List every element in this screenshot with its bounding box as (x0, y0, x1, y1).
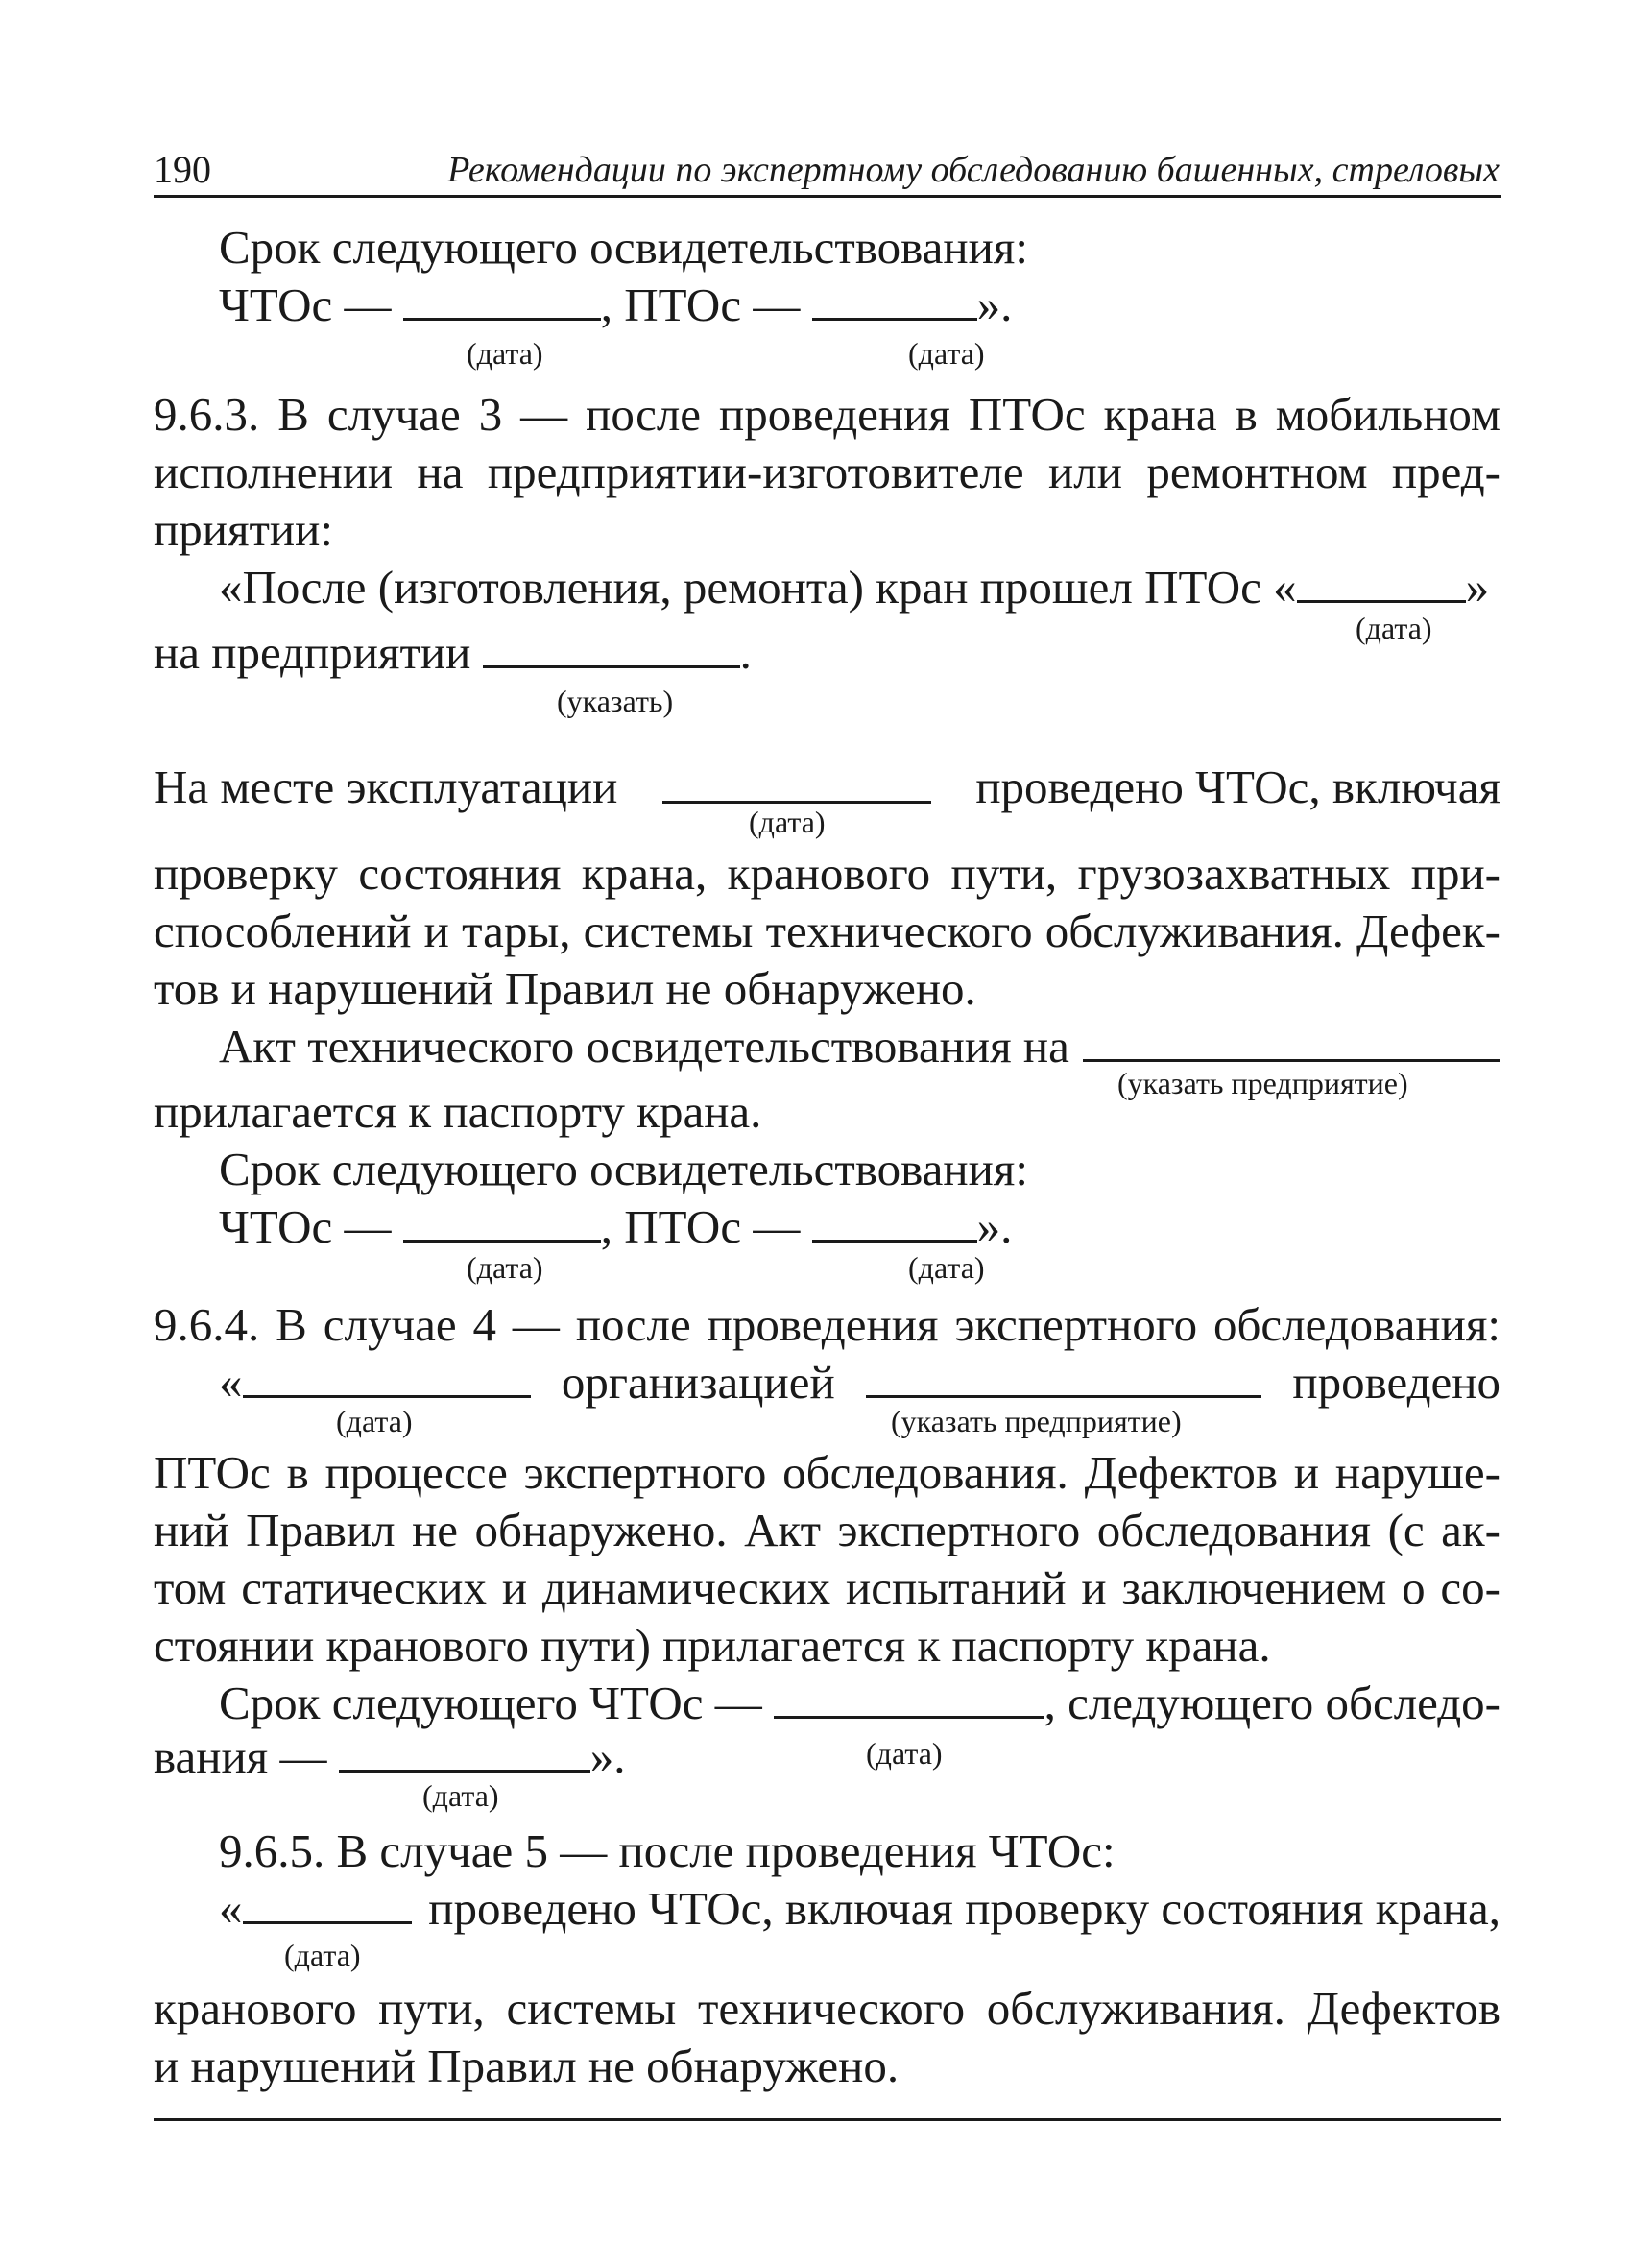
caption-specify: (указать) (557, 684, 674, 718)
caption-specify-enterprise: (указать предприятие) (1117, 1066, 1408, 1100)
next-exam-dates-line: ЧТОс — , ПТОс — ». (219, 1200, 1013, 1253)
caption-date: (дата) (284, 1938, 361, 1972)
caption-specify-enterprise: (указать предприятие) (891, 1404, 1182, 1438)
blank-field (403, 1203, 601, 1243)
caption-date: (дата) (866, 1736, 943, 1771)
caption-date: (дата) (422, 1778, 499, 1813)
blank-field (774, 1679, 1044, 1719)
page-number: 190 (154, 148, 211, 191)
blank-field (403, 281, 601, 321)
para-963-line: способлений и тары, системы технического обслуживания. Дефек- (154, 905, 1500, 957)
caption-date: (дата) (908, 1250, 985, 1285)
caption-date: (дата) (467, 1250, 543, 1285)
para-964-next-line: вания — ». (154, 1730, 626, 1783)
blank-field (812, 281, 977, 321)
running-title: Рекомендации по экспертному обследованию башенных, стреловых (447, 150, 1500, 190)
blank-field (866, 1359, 1261, 1398)
caption-date: (дата) (467, 336, 543, 371)
para-963-quote-line: «После (изготовления, ремонта) кран прошел ПТОс « » (219, 561, 1490, 614)
next-exam-heading: Срок следующего освидетельствования: (219, 221, 1028, 274)
para-964-line: ПТОс в процессе экспертного обследования. Дефектов и наруше- (154, 1446, 1500, 1499)
para-965-line: 9.6.5. В случае 5 — после проведения ЧТОс: (219, 1824, 1116, 1877)
next-exam-dates-line: ЧТОс — , ПТОс — ». (219, 278, 1013, 331)
para-964-line: ний Правил не обнаружено. Акт экспертного обследования (с ак- (154, 1504, 1500, 1556)
caption-date: (дата) (749, 805, 826, 839)
para-964-next-line: Срок следующего ЧТОс — , следующего обследо- (219, 1677, 1500, 1729)
para-963-line: исполнении на предприятии-изготовителе или ремонтном пред- (154, 446, 1500, 498)
caption-date: (дата) (336, 1404, 413, 1438)
para-964-line: том статических и динамических испытаний и заключением о со- (154, 1561, 1500, 1614)
para-965-quote-line: « проведено ЧТОс, включая проверку состояния крана, (219, 1882, 1500, 1935)
footer-rule (154, 2118, 1501, 2121)
para-965-line: кранового пути, системы технического обслуживания. Дефектов (154, 1982, 1500, 2035)
next-exam-heading: Срок следующего освидетельствования: (219, 1143, 1028, 1195)
blank-field (339, 1733, 590, 1773)
para-963-operation-line: На месте эксплуатации проведено ЧТОс, включая (154, 760, 1500, 813)
para-963-line: тов и нарушений Правил не обнаружено. (154, 962, 976, 1015)
para-963-line: 9.6.3. В случае 3 — после проведения ПТОс крана в мобильном (154, 388, 1500, 441)
caption-date: (дата) (908, 336, 985, 371)
para-965-line: и нарушений Правил не обнаружено. (154, 2039, 900, 2092)
para-963-act-line: Акт технического освидетельствования на (219, 1018, 1500, 1075)
blank-field (812, 1203, 977, 1243)
blank-field (243, 1359, 531, 1398)
para-963-line: проверку состояния крана, кранового пути, грузозахватных при- (154, 847, 1500, 900)
blank-field (483, 629, 740, 668)
para-964-line: стоянии кранового пути) прилагается к паспорту крана. (154, 1619, 1271, 1672)
blank-field (1083, 1023, 1500, 1062)
para-964-org-line: « организацией проведено (219, 1356, 1500, 1409)
caption-date: (дата) (1356, 611, 1432, 645)
para-963-enterprise-line: на предприятии . (154, 626, 752, 679)
blank-field (1297, 564, 1466, 603)
para-964-line: 9.6.4. В случае 4 — после проведения экспертного обследования: (154, 1298, 1500, 1351)
blank-field (662, 759, 931, 804)
blank-field (243, 1885, 412, 1924)
para-963-line: приятии: (154, 503, 333, 556)
para-963-line: прилагается к паспорту крана. (154, 1085, 762, 1138)
header-rule (154, 195, 1501, 198)
